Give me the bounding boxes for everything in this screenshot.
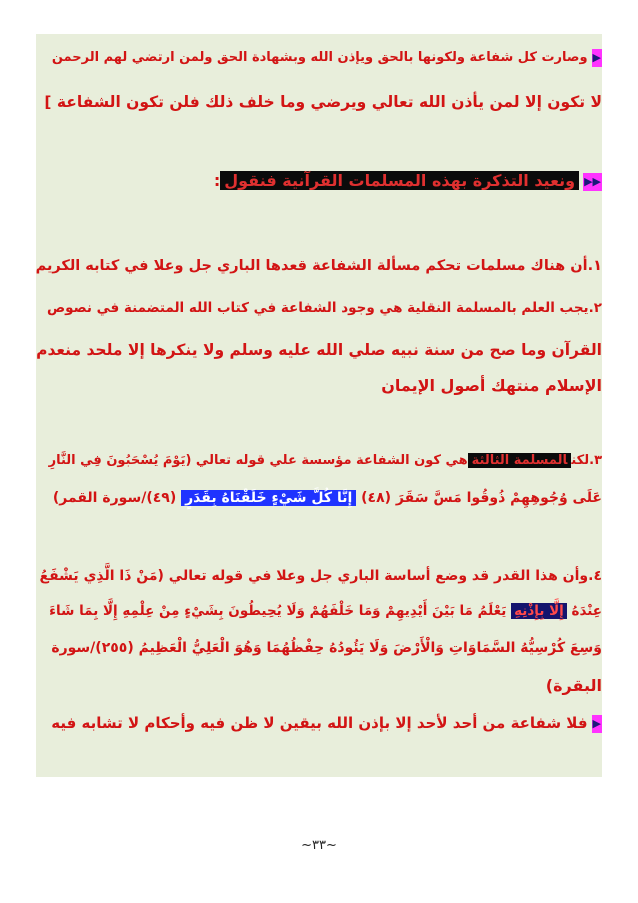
line-7-text: الإسلام منتهك أصول الإيمان xyxy=(381,376,602,395)
text-line-7 xyxy=(36,374,602,398)
line-9-highlight: إِنَّا كُلَّ شَيْءٍ خَلَقْنَاهُ بِقَدَرٍ xyxy=(181,490,356,506)
text-line-9 xyxy=(36,486,602,510)
line-1-text: وصارت كل شفاعة ولكونها بالحق ويإذن الله وبشهادة الحق ولمن ارتضي لهم الرحمن xyxy=(51,50,588,65)
text-line-1 xyxy=(36,46,602,70)
line-8-suffix: هي كون الشفاعة مؤسسة علي قوله تعالي (يَوْمَ يُسْحَبُونَ فِي النَّارِ xyxy=(48,453,468,468)
line-11-prefix: عِنْدَهُ xyxy=(571,603,602,619)
heading-colon: : xyxy=(213,171,221,190)
bullet-marker-icon: ▶ xyxy=(592,49,602,67)
line-11-highlight: إِلَّا بِإِذْنِهِ xyxy=(511,603,567,619)
page-number: ~٣٣~ xyxy=(301,838,337,853)
content-panel xyxy=(36,34,602,777)
line-4-text: ١.أن هناك مسلمات تحكم مسألة الشفاعة قعدها الباري جل وعلا في كتابه الكريم xyxy=(35,258,602,274)
text-line-13 xyxy=(36,674,602,698)
line-13-text: البقرة) xyxy=(545,676,602,695)
line-9-prefix: عَلَى وُجُوهِهِمْ ذُوقُوا مَسَّ سَقَرَ (٤٨) xyxy=(361,490,602,506)
line-11-suffix: يَعْلَمُ مَا بَيْنَ أَيْدِيهِمْ وَمَا خَلْفَهُمْ وَلَا يُحِيطُونَ بِشَيْءٍ مِنْ عِلْمِهِ إِلَّا بِمَا شَاءَ xyxy=(49,603,507,619)
line-10-text: ٤.وأن هذا القدر قد وضع أساسة الباري جل وعلا في قوله تعالي (مَنْ ذَا الَّذِي يَشْفَعُ xyxy=(39,568,602,584)
line-8-highlight: المسلمة الثالثة xyxy=(468,453,572,468)
heading-highlight: ونعيد التذكرة بهذه المسلمات القرآنية فنقول xyxy=(220,171,579,190)
text-line-14 xyxy=(36,711,602,735)
text-line-6 xyxy=(36,338,602,362)
line-14-text: فلا شفاعة من أحد لأحد إلا بإذن الله بيقين لا ظن فيه وأحكام لا تشابه فيه xyxy=(51,714,588,732)
bullet-marker-icon: ▶ xyxy=(592,715,602,733)
text-line-4 xyxy=(36,254,602,278)
heading-line xyxy=(36,169,602,193)
text-line-2 xyxy=(36,90,602,114)
text-line-8 xyxy=(36,449,602,473)
line-8-prefix: ٣.لكن xyxy=(571,453,602,468)
line-6-text: القرآن وما صح من سنة نبيه صلي الله عليه وسلم ولا ينكرها إلا ملحد منعدم xyxy=(36,341,602,359)
line-9-suffix: (٤٩)/سورة القمر) xyxy=(52,490,177,506)
line-2-text: لا تكون إلا لمن يأذن الله تعالي ويرضي وما خلف ذلك فلن تكون الشفاعة ] xyxy=(44,93,602,111)
text-line-10 xyxy=(36,564,602,588)
text-line-5 xyxy=(36,296,602,320)
line-12-text: وَسِعَ كُرْسِيُّهُ السَّمَاوَاتِ وَالْأَرْضَ وَلَا يَئُودُهُ حِفْظُهُمَا وَهُوَ الْعَلِيُّ الْعَظِيمُ (٢٥٥)/سورة xyxy=(51,640,602,656)
double-bullet-marker-icon: ▶▶ xyxy=(583,173,602,191)
text-line-11 xyxy=(36,599,602,623)
text-line-12 xyxy=(36,636,602,660)
line-5-text: ٢.يجب العلم بالمسلمة النقلية هي وجود الشفاعة في كتاب الله المتضمنة في نصوص xyxy=(46,300,602,316)
